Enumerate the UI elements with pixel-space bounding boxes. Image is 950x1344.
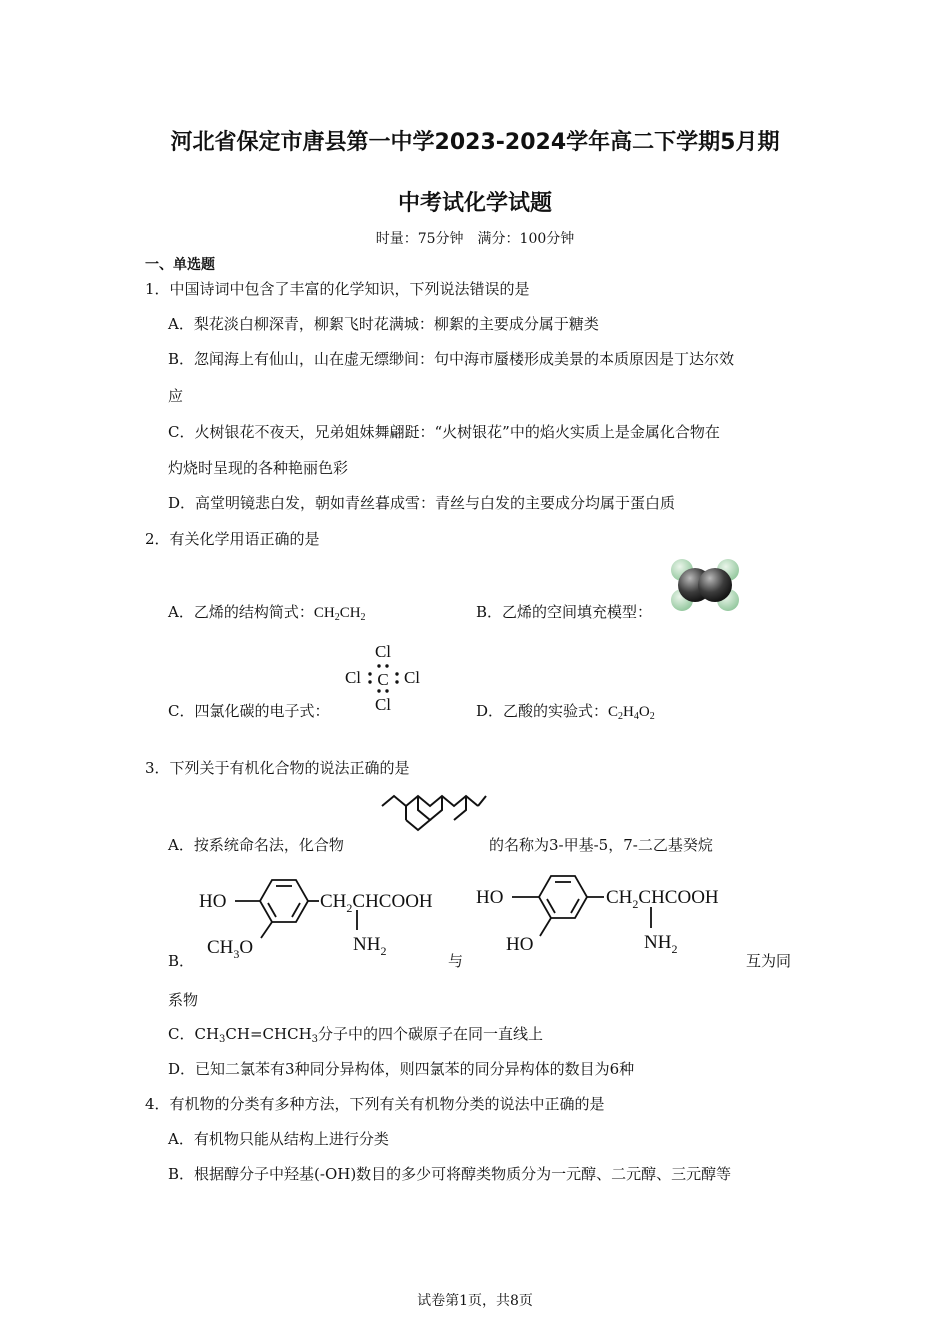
svg-text:HO: HO [199,891,227,912]
q4-option-b: B．根据醇分子中羟基(-OH)数目的多少可将醇类物质分为一元醇、二元醇、三元醇等 [168,1165,732,1183]
q3-option-c: C．$CH_3CH=CHCH_3$分子中的四个碳原子在同一直线上 [168,1025,544,1045]
q3-option-b-tail-2: 系物 [168,991,199,1009]
skeletal-alkane-structure [378,786,490,850]
ethylene-space-filling-model [668,556,742,614]
q2-option-a [168,601,366,622]
ccl4-electron-formula [340,640,430,718]
q1-option-a: A．梨花淡白柳深青，柳絮飞时花满城：柳絮的主要成分属于糖类 [168,315,599,333]
q2-a-formula: $CH_2CH_2$ [313,605,366,623]
q3-option-a-prefix: A．按系统命名法，化合物 [168,836,344,854]
svg-text:Cl: Cl [344,668,362,687]
svg-text:CH2CHCOOH: $CH_2CHCOOH$ [320,891,433,915]
svg-text:HO: HO [506,934,534,955]
exam-info: 时量：75分钟 满分：100分钟 [375,231,575,247]
q2-option-b: B．乙烯的空间填充模型： [476,603,653,621]
q1-option-b-line2: 应 [168,387,184,405]
q3-option-b-with: 与 [448,952,464,970]
q2-option-c: C．四氯化碳的电子式： [168,702,330,720]
q1-option-b-line1: B．忽闻海上有仙山，山在虚无缥缈间：句中海市蜃楼形成美景的本质原因是丁达尔效 [168,350,735,368]
levodopa-structure [472,870,757,960]
q3-option-d: D．已知二氯苯有3种同分异构体，则四氯苯的同分异构体的数目为6种 [168,1060,635,1078]
q3-stem: 3．下列关于有机化合物的说法正确的是 [145,759,410,777]
svg-text:CH2CHCOOH: $CH_2CHCOOH$ [606,887,719,911]
svg-text:HO: HO [476,887,504,908]
section-heading: 一、单选题 [145,257,215,273]
svg-text:C: C [377,670,389,689]
svg-text:NH2: $NH_2$ [353,934,387,958]
q3-option-b-label: B． [168,952,195,970]
title-line-1: 河北省保定市唐县第一中学2023-2024学年高二下学期5月期 [170,130,780,155]
page-footer: 试卷第1页，共8页 [417,1293,533,1309]
q3-option-b-tail-1: 互为同 [746,952,792,970]
methoxy-tyrosine-structure [195,872,450,962]
q1-stem: 1．中国诗词中包含了丰富的化学知识，下列说法错误的是 [145,280,530,298]
svg-text:NH2: $NH_2$ [644,932,678,956]
svg-text:Cl: Cl [403,668,421,687]
q1-option-c-line2: 灼烧时呈现的各种艳丽色彩 [168,459,349,477]
q2-d-formula: $C_2H_4O_2$ [608,704,655,722]
q2-stem: 2．有关化学用语正确的是 [145,530,320,548]
q2-d-label: D．乙酸的实验式： [476,702,609,720]
q3-option-a-suffix: 的名称为3-甲基-5，7-二乙基癸烷 [489,836,713,854]
q1-option-c-line1: C．火树银花不夜天，兄弟姐妹舞翩跹：“火树银花”中的焰火实质上是金属化合物在 [168,423,720,441]
q2-a-label: A．乙烯的结构简式： [168,603,314,621]
q4-stem: 4．有机物的分类有多种方法，下列有关有机物分类的说法中正确的是 [145,1095,605,1113]
svg-text:Cl: Cl [374,642,392,661]
svg-text:CH3O: $CH_3O$ [207,937,254,961]
q1-option-d: D．高堂明镜悲白发，朝如青丝暮成雪：青丝与白发的主要成分均属于蛋白质 [168,494,676,512]
q4-option-a: A．有机物只能从结构上进行分类 [168,1130,389,1148]
title-line-2: 中考试化学试题 [397,191,552,216]
svg-text:Cl: Cl [374,695,392,714]
q2-option-d [476,700,655,721]
